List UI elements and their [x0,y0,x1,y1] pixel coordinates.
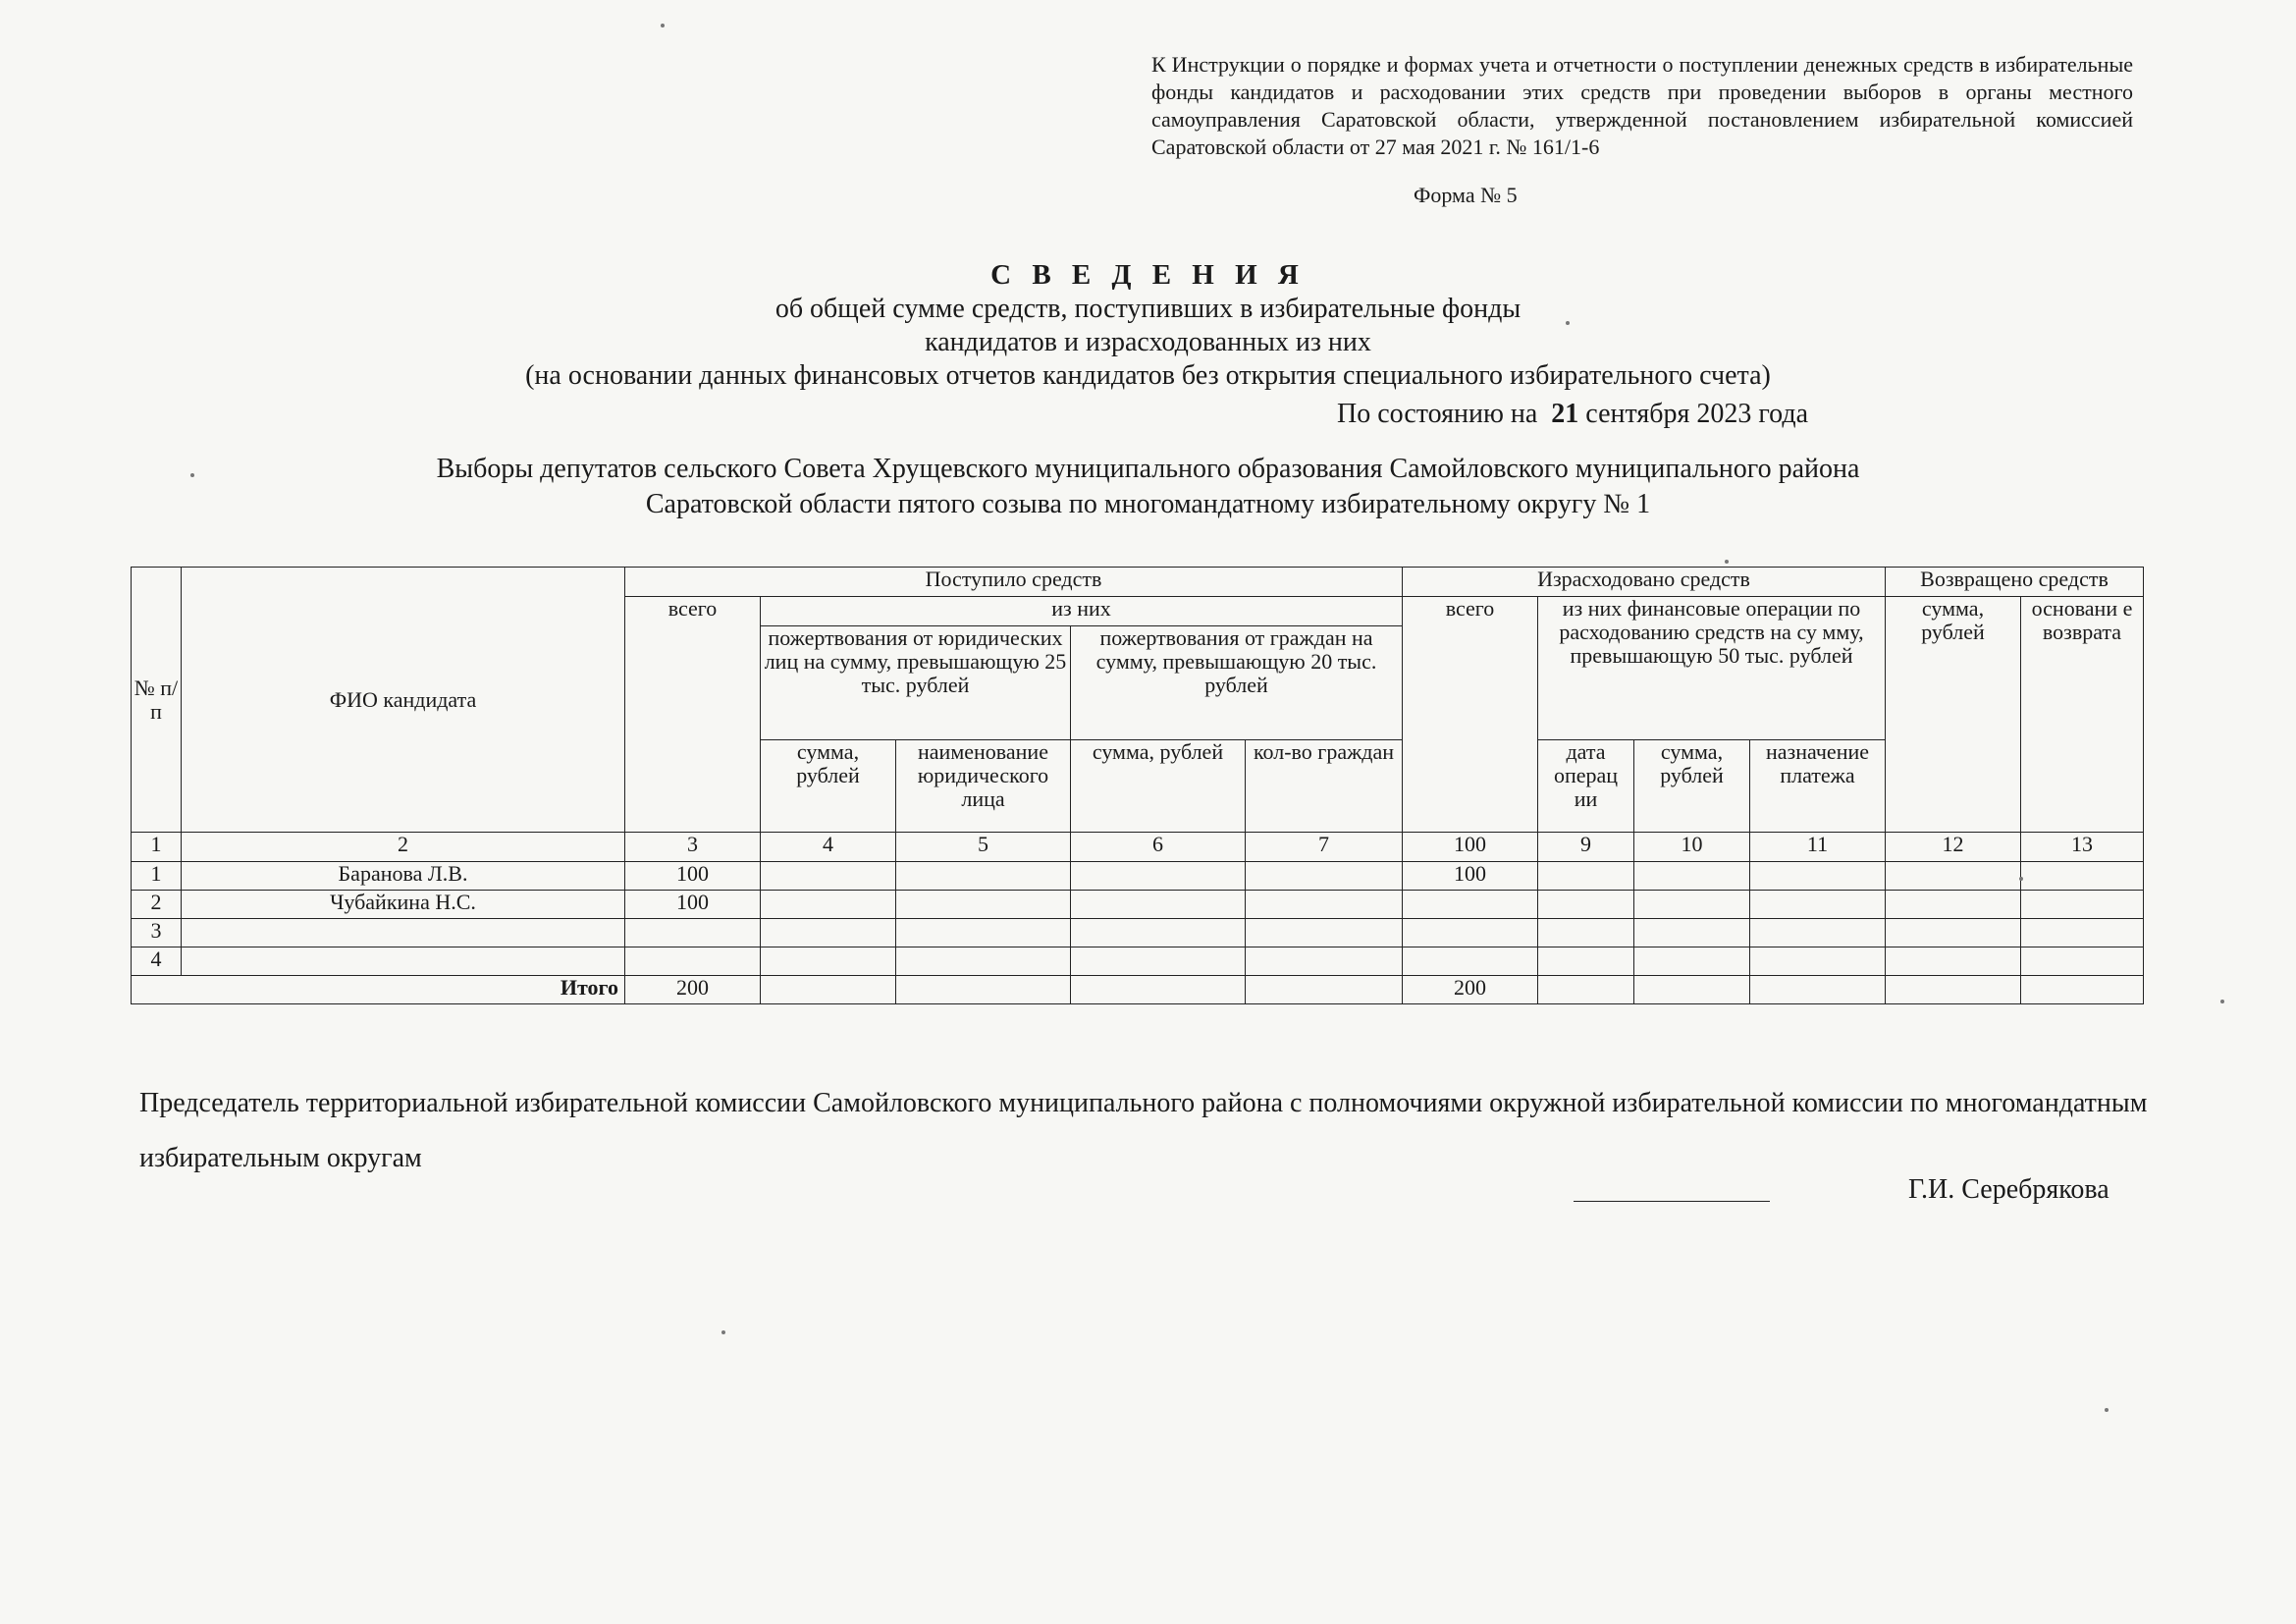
total-row [132,976,2144,1004]
column-number: 13 [2021,833,2144,862]
column-number: 1 [132,833,182,862]
cell [2021,947,2144,976]
header-of-them: из них [761,597,1403,626]
cell [1886,862,2021,891]
cell [896,919,1071,947]
cell [896,862,1071,891]
header-note: К Инструкции о порядке и формах учета и отчетности о поступлении денежных средств в избирательные фонды кандидатов и расходовании этих средств при проведении выборов в органы местного самоуправления Саратовской области, утвержденной постановлением избирательной комиссией Саратовской области от 27 мая 2021 г. № 161/1-6 [1151,52,2133,159]
header-row-1 [132,568,2144,597]
cell [761,976,896,1004]
subtitle-line-2: кандидатов и израсходованных из них [925,327,1371,357]
column-number: 5 [896,833,1071,862]
cell [2021,976,2144,1004]
cell-fio [182,947,625,976]
header-payment-purpose: назначение платежа [1750,740,1886,833]
header-received: Поступило средств [625,568,1403,597]
cell [1538,891,1634,919]
header-citizen-donations: пожертвования от граждан на сумму, превышающую 20 тыс. рублей [1071,626,1403,740]
header-returned: Возвращено средств [1886,568,2144,597]
cell [1071,919,1246,947]
cell [896,891,1071,919]
cell-num: 1 [132,862,182,891]
header-citizens-count: кол-во граждан [1246,740,1403,833]
cell-received-total [625,919,761,947]
column-number: 2 [182,833,625,862]
cell [1886,891,2021,919]
cell [1246,862,1403,891]
column-number: 7 [1246,833,1403,862]
title-block [0,257,2296,393]
header-fio: ФИО кандидата [182,568,625,833]
header-spent-total: всего [1403,597,1538,833]
cell-spent-total [1403,947,1538,976]
cell-spent-total [1403,919,1538,947]
cell [1071,891,1246,919]
as-of-rest: сентября 2023 года [1585,399,1809,429]
header-legal-donations: пожертвования от юридических лиц на сумму, превышающую 25 тыс. рублей [761,626,1071,740]
election-title [0,452,2296,522]
cell [1634,891,1750,919]
cell [1886,947,2021,976]
header-citizen-sum: сумма, рублей [1071,740,1246,833]
cell [1246,976,1403,1004]
cell [1071,862,1246,891]
header-returned-sum: сумма, рублей [1886,597,2021,833]
cell [1750,891,1886,919]
form-number: Форма № 5 [1414,183,1518,207]
header-op-date: дата операц ии [1538,740,1634,833]
cell-fio [182,919,625,947]
as-of-day: 21 [1551,399,1579,429]
total-spent: 200 [1403,976,1538,1004]
column-number: 11 [1750,833,1886,862]
election-line-1: Выборы депутатов сельского Совета Хрущевского муниципального образования Самойловского муниципального района [436,454,1860,484]
column-number: 10 [1634,833,1750,862]
cell [761,919,896,947]
total-label: Итого [132,976,625,1004]
table-row [132,862,2144,891]
table-row [132,891,2144,919]
cell [2021,891,2144,919]
cell-received-total: 100 [625,891,761,919]
cell [1538,947,1634,976]
cell [1538,862,1634,891]
cell [1538,976,1634,1004]
header-num: № п/п [132,568,182,833]
subtitle-line-1: об общей сумме средств, поступивших в избирательные фонды [774,294,1522,324]
table-row [132,947,2144,976]
cell [1634,976,1750,1004]
header-spent: Израсходовано средств [1403,568,1886,597]
header-legal-sum: сумма, рублей [761,740,896,833]
scan-speck [2019,877,2023,881]
cell [761,947,896,976]
scan-speck [721,1330,725,1334]
scan-speck [661,24,665,27]
scan-speck [1566,321,1570,325]
cell [1246,919,1403,947]
header-returned-basis: основани е возврата [2021,597,2144,833]
column-number-row [132,833,2144,862]
cell [1750,919,1886,947]
cell-received-total [625,947,761,976]
as-of-prefix: По состоянию на [1337,399,1538,429]
total-received: 200 [625,976,761,1004]
cell [1071,976,1246,1004]
scan-speck [190,473,194,477]
scan-speck [2105,1408,2109,1412]
signature-line [1574,1177,1770,1202]
signature-position: Председатель территориальной избирательной комиссии Самойловского муниципального района с полномочиями окружной избирательной комиссии по многомандатным избирательным округам [139,1088,2148,1173]
column-number: 3 [625,833,761,862]
cell [2021,862,2144,891]
table-row [132,919,2144,947]
cell-fio: Чубайкина Н.С. [182,891,625,919]
election-line-2: Саратовской области пятого созыва по многомандатному избирательному округу № 1 [645,489,1651,519]
cell-num: 2 [132,891,182,919]
cell-num: 3 [132,919,182,947]
cell [761,891,896,919]
report-table [131,567,2144,1004]
cell [896,947,1071,976]
cell [1634,919,1750,947]
cell [1071,947,1246,976]
cell [1750,947,1886,976]
cell [1246,947,1403,976]
cell [1246,891,1403,919]
cell-fio: Баранова Л.В. [182,862,625,891]
cell-spent-total [1403,891,1538,919]
cell-received-total: 100 [625,862,761,891]
cell-spent-total: 100 [1403,862,1538,891]
document-title: С В Е Д Е Н И Я [990,259,1306,291]
column-number: 12 [1886,833,2021,862]
cell [896,976,1071,1004]
header-received-total: всего [625,597,761,833]
cell [1538,919,1634,947]
header-legal-name: наименование юридического лица [896,740,1071,833]
column-number: 4 [761,833,896,862]
header-spent-ops: из них финансовые операции по расходованию средств на су мму, превышающую 50 тыс. рублей [1538,597,1886,740]
cell [1634,947,1750,976]
as-of-date [1337,399,1808,430]
column-number: 6 [1071,833,1246,862]
cell [2021,919,2144,947]
column-number: 100 [1403,833,1538,862]
header-op-sum: сумма, рублей [1634,740,1750,833]
cell [1750,976,1886,1004]
cell [1750,862,1886,891]
subtitle-line-3: (на основании данных финансовых отчетов кандидатов без открытия специального избирательного счета) [525,360,1771,391]
cell [1886,976,2021,1004]
scan-speck [2220,1000,2224,1003]
scan-speck [1725,560,1729,564]
signatory-name: Г.И. Серебрякова [1908,1174,2109,1205]
column-number: 9 [1538,833,1634,862]
cell [1886,919,2021,947]
cell [1634,862,1750,891]
cell [761,862,896,891]
cell-num: 4 [132,947,182,976]
